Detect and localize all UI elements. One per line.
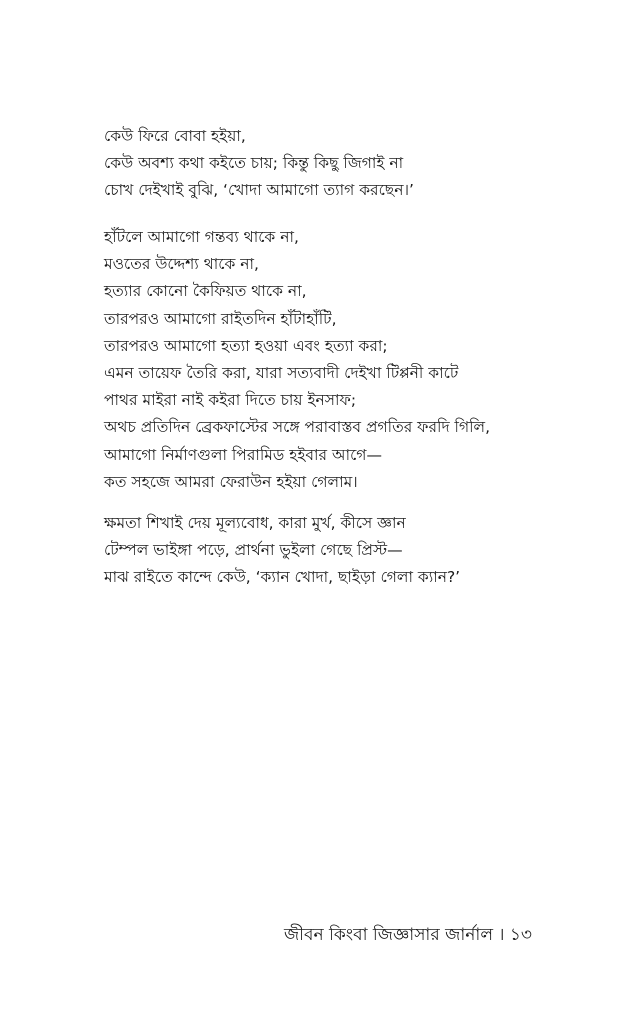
poem-stanza-2 — [104, 224, 604, 496]
poem-line: কেউ অবশ্য কথা কইতে চায়; কিন্তু কিছু জিগাই না — [104, 154, 404, 173]
poem-line: তারপরও আমাগো হত্যা হওয়া এবং হত্যা করা; — [104, 336, 388, 355]
poem-line: মওতের উদ্দেশ্য থাকে না, — [104, 255, 259, 274]
poem-line: আমাগো নির্মাণগুলা পিরামিড হইবার আগে— — [104, 445, 382, 464]
poem-line: হাঁটলে আমাগো গন্তব্য থাকে না, — [104, 228, 299, 246]
page-number: ১৩ — [509, 925, 532, 945]
poem-stanza-3 — [104, 510, 604, 592]
poem-line: অথচ প্রতিদিন ব্রেকফাস্টের সঙ্গে পরাবাস্তব প্রগতির ফরদি গিলি, — [104, 418, 491, 437]
poem-stanza-1 — [104, 123, 604, 205]
poem-line: মাঝ রাইতে কান্দে কেউ, ‘ক্যান খোদা, ছাইড়া গেলা ক্যান?’ — [104, 568, 461, 587]
poem-line: কত সহজে আমরা ফেরাউন হইয়া গেলাম। — [104, 472, 358, 491]
running-book-title: জীবন কিংবা জিজ্ঞাসার জার্নাল — [283, 925, 493, 945]
poem-line: টেম্পল ভাইঙ্গা পড়ে, প্রার্থনা ভুইলা গেছে প্রিস্ট— — [104, 541, 403, 560]
page-footer — [284, 922, 532, 948]
poem-line: এমন তায়েফ তৈরি করা, যারা সত্যবাদী দেইখা টিপ্পনী কাটে — [104, 364, 459, 383]
poem-line: হত্যার কোনো কৈফিয়ত থাকে না, — [104, 282, 307, 301]
footer-separator: । — [498, 925, 505, 945]
poem-line: কেউ ফিরে বোবা হইয়া, — [104, 127, 246, 145]
poem-line: পাথর মাইরা নাই কইরা দিতে চায় ইনসাফ; — [104, 391, 357, 410]
poem-line: চোখ দেইখাই বুঝি, ‘খোদা আমাগো ত্যাগ করছেন।’ — [104, 181, 414, 200]
poem-line: তারপরও আমাগো রাইতদিন হাঁটাহাঁটি, — [104, 309, 337, 328]
poem-line: ক্ষমতা শিখাই দেয় মূল্যবোধ, কারা মুর্খ, কীসে জ্ঞান — [104, 514, 406, 532]
